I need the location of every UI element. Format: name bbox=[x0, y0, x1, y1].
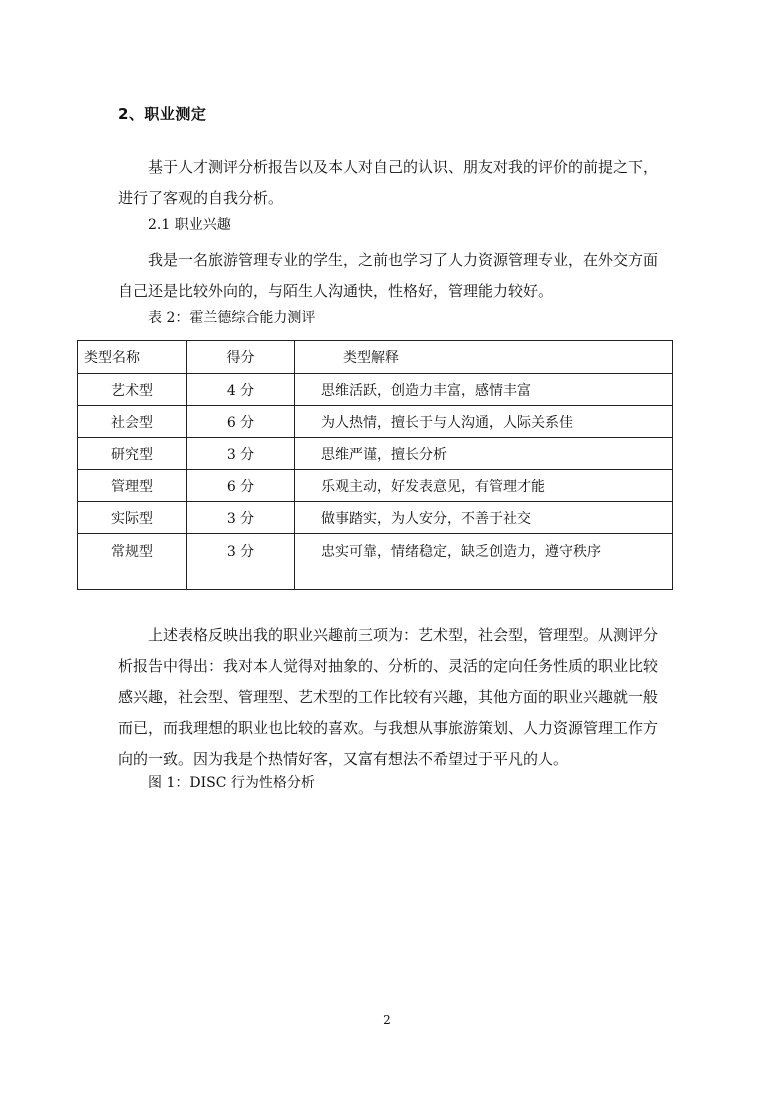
row-score: 3 分 bbox=[187, 534, 295, 590]
row-score: 6 分 bbox=[187, 470, 295, 502]
table-header-row bbox=[78, 341, 673, 374]
header-type: 类型名称 bbox=[78, 341, 187, 374]
row-desc: 做事踏实，为人安分，不善于社交 bbox=[295, 502, 673, 534]
row-type: 管理型 bbox=[78, 470, 187, 502]
header-desc: 类型解释 bbox=[295, 341, 673, 374]
row-type: 社会型 bbox=[78, 406, 187, 438]
row-type: 研究型 bbox=[78, 438, 187, 470]
table-row bbox=[78, 534, 673, 590]
figure-caption: 图 1：DISC 行为性格分析 bbox=[148, 775, 315, 791]
row-score: 3 分 bbox=[187, 438, 295, 470]
row-score: 3 分 bbox=[187, 502, 295, 534]
row-type: 艺术型 bbox=[78, 374, 187, 406]
page-number: 2 bbox=[383, 1013, 391, 1027]
row-desc: 乐观主动，好发表意见，有管理才能 bbox=[295, 470, 673, 502]
table-caption: 表 2：霍兰德综合能力测评 bbox=[148, 310, 316, 326]
summary-paragraph: 上述表格反映出我的职业兴趣前三项为：艺术型，社会型，管理型。从测评分析报告中得出：我对本人觉得对抽象的、分析的、灵活的定向任务性质的职业比较感兴趣，社会型、管理型、艺术型的工作比较有兴趣，其他方面的职业兴趣就一般而已，而我理想的职业也比较的喜欢。与我想从事旅游策划、人力资源管理工作方向的一致。因为我是个热情好客，又富有想法不希望过于平凡的人。 bbox=[118, 626, 659, 768]
row-type: 实际型 bbox=[78, 502, 187, 534]
subsection-title: 2.1 职业兴趣 bbox=[148, 217, 231, 233]
row-desc: 为人热情，擅长于与人沟通，人际关系佳 bbox=[295, 406, 673, 438]
row-type: 常规型 bbox=[78, 534, 187, 590]
row-score: 6 分 bbox=[187, 406, 295, 438]
row-desc: 思维活跃，创造力丰富，感情丰富 bbox=[295, 374, 673, 406]
table-row bbox=[78, 502, 673, 534]
holland-table bbox=[77, 340, 673, 590]
header-score: 得分 bbox=[187, 341, 295, 374]
section-heading: 2、职业测定 bbox=[118, 105, 207, 123]
row-desc: 思维严谨，擅长分析 bbox=[295, 438, 673, 470]
interest-paragraph: 我是一名旅游管理专业的学生，之前也学习了人力资源管理专业，在外交方面自己还是比较外向的，与陌生人沟通快，性格好，管理能力较好。 bbox=[118, 251, 659, 300]
table-row bbox=[78, 374, 673, 406]
table-row bbox=[78, 438, 673, 470]
intro-paragraph: 基于人才测评分析报告以及本人对自己的认识、朋友对我的评价的前提之下，进行了客观的自我分析。 bbox=[118, 158, 659, 207]
table-row bbox=[78, 470, 673, 502]
row-score: 4 分 bbox=[187, 374, 295, 406]
row-desc: 忠实可靠，情绪稳定，缺乏创造力，遵守秩序 bbox=[295, 534, 673, 590]
table-row bbox=[78, 406, 673, 438]
